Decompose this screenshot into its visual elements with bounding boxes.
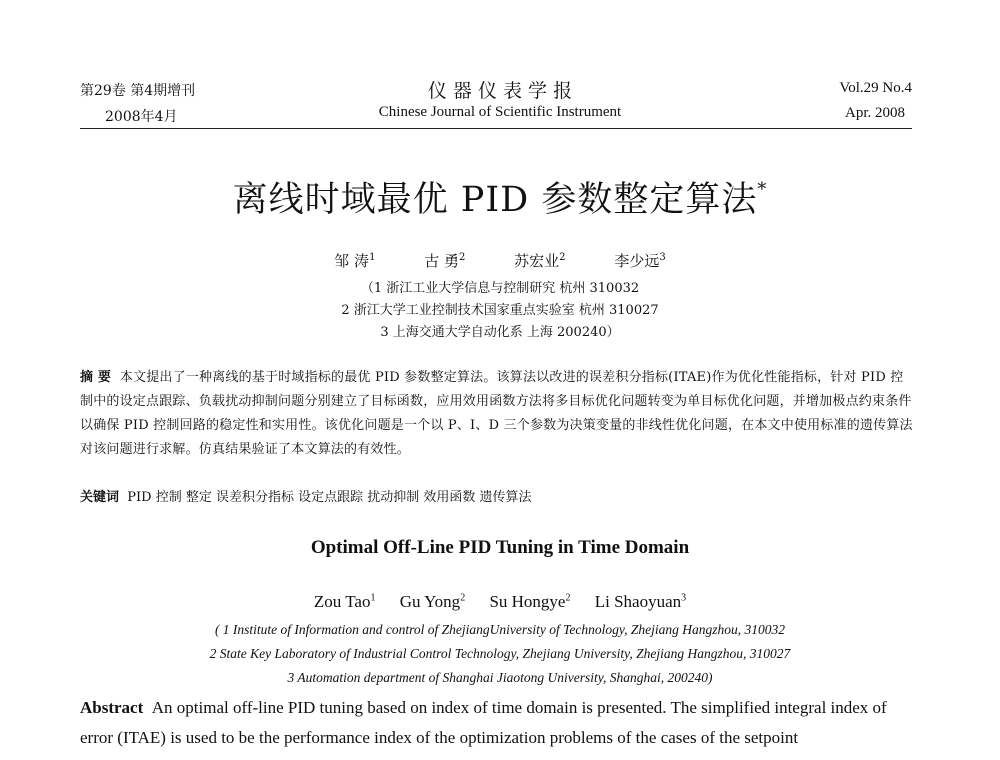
author-en-name: Zou Tao [313,592,371,611]
abstract-en-text: An optimal off-line PID tuning based on index of time domain is presented. The simplified integral index of error (ITAE) is used to be the performance index of the optimization problems of the cases of the setpoint [80,698,887,747]
author-en-sup: 3 [681,592,687,604]
author-en-name: Su Hongye [489,592,566,611]
paper-title-cn [0,172,1000,222]
author-cn [514,252,565,270]
author-en [314,592,376,611]
affiliation-en-1: ( 1 Institute of Information and control of ZhejiangUniversity of Technology, Zhejiang Hangzhou, 310032 [214,622,786,637]
abstract-cn-text: 本文提出了一种离线的基于时域指标的最优 PID 参数整定算法。该算法以改进的误差积分指标(ITAE)作为优化性能指标，针对 PID 控制中的设定点跟踪、负载扰动抑制问题分别建立了目标函数，应用效用函数方法将多目标优化问题转变为单目标优化问题，并增加极点约束条件以确保 PID 控制回路的稳定性和实用性。该优化问题是一个以 P、I、D 三个参数为决策变量的非线性优化问题，在本文中使用标准的遗传算法对该问题进行求解。仿真结果验证了本文算法的有效性。 [80,370,913,457]
journal-title-en: Chinese Journal of Scientific Instrument [378,104,622,120]
author-cn-name: 李少远 [614,252,660,270]
author-cn-sup: 1 [369,252,376,263]
affiliation-en-2: 2 State Key Laboratory of Industrial Control Technology, Zhejiang University, Zhejiang Hangzhou, 310027 [209,646,791,661]
authors-en [0,592,1000,612]
header-rule [80,128,912,129]
affiliation-cn-3: 3 上海交通大学自动化系 上海 200240） [380,325,620,340]
paper-title-en: Optimal Off-Line PID Tuning in Time Domain [310,537,690,558]
abstract-cn [80,366,915,462]
author-en [489,592,570,611]
author-cn-name: 苏宏业 [514,252,560,270]
volume-issue-en: Vol.29 No.4 [839,80,912,96]
author-en-sup: 1 [370,592,376,604]
author-cn-name: 古 勇 [424,252,459,270]
authors-cn [0,250,1000,271]
author-cn [614,252,665,270]
abstract-cn-label: 摘 要 [80,370,112,385]
keywords-cn [80,486,532,505]
author-en-sup: 2 [460,592,466,604]
date-en: Apr. 2008 [845,105,905,121]
title-footnote-mark: * [757,179,768,200]
author-cn [334,252,375,270]
keywords-cn-label: 关键词 [80,490,120,505]
affiliation-cn-2: 2 浙江大学工业控制技术国家重点实验室 杭州 310027 [341,303,659,318]
author-cn-name: 邹 涛 [334,252,370,270]
author-en [400,592,465,611]
journal-title-cn: 仪 器 仪 表 学 报 [427,80,573,102]
volume-issue-cn: 第29卷 第4期增刊 [80,83,196,99]
author-cn-sup: 2 [459,252,466,263]
abstract-en-label: Abstract [80,698,144,717]
author-cn-sup: 3 [659,252,666,263]
abstract-en [80,693,915,753]
affiliation-cn-1: （1 浙江工业大学信息与控制研究 杭州 310032 [360,281,640,296]
author-en-name: Gu Yong [399,592,461,611]
author-cn [424,252,465,270]
author-en [595,592,686,611]
keywords-cn-text: PID 控制 整定 误差积分指标 设定点跟踪 扰动抑制 效用函数 遗传算法 [127,490,532,505]
date-cn: 2008年4月 [105,109,178,125]
paper-title-cn-text: 离线时域最优 PID 参数整定算法 [232,180,758,220]
affiliation-en-3: 3 Automation department of Shanghai Jiaotong University, Shanghai, 200240) [287,670,713,685]
author-en-name: Li Shaoyuan [594,592,682,611]
author-en-sup: 2 [565,592,571,604]
author-cn-sup: 2 [559,252,566,263]
